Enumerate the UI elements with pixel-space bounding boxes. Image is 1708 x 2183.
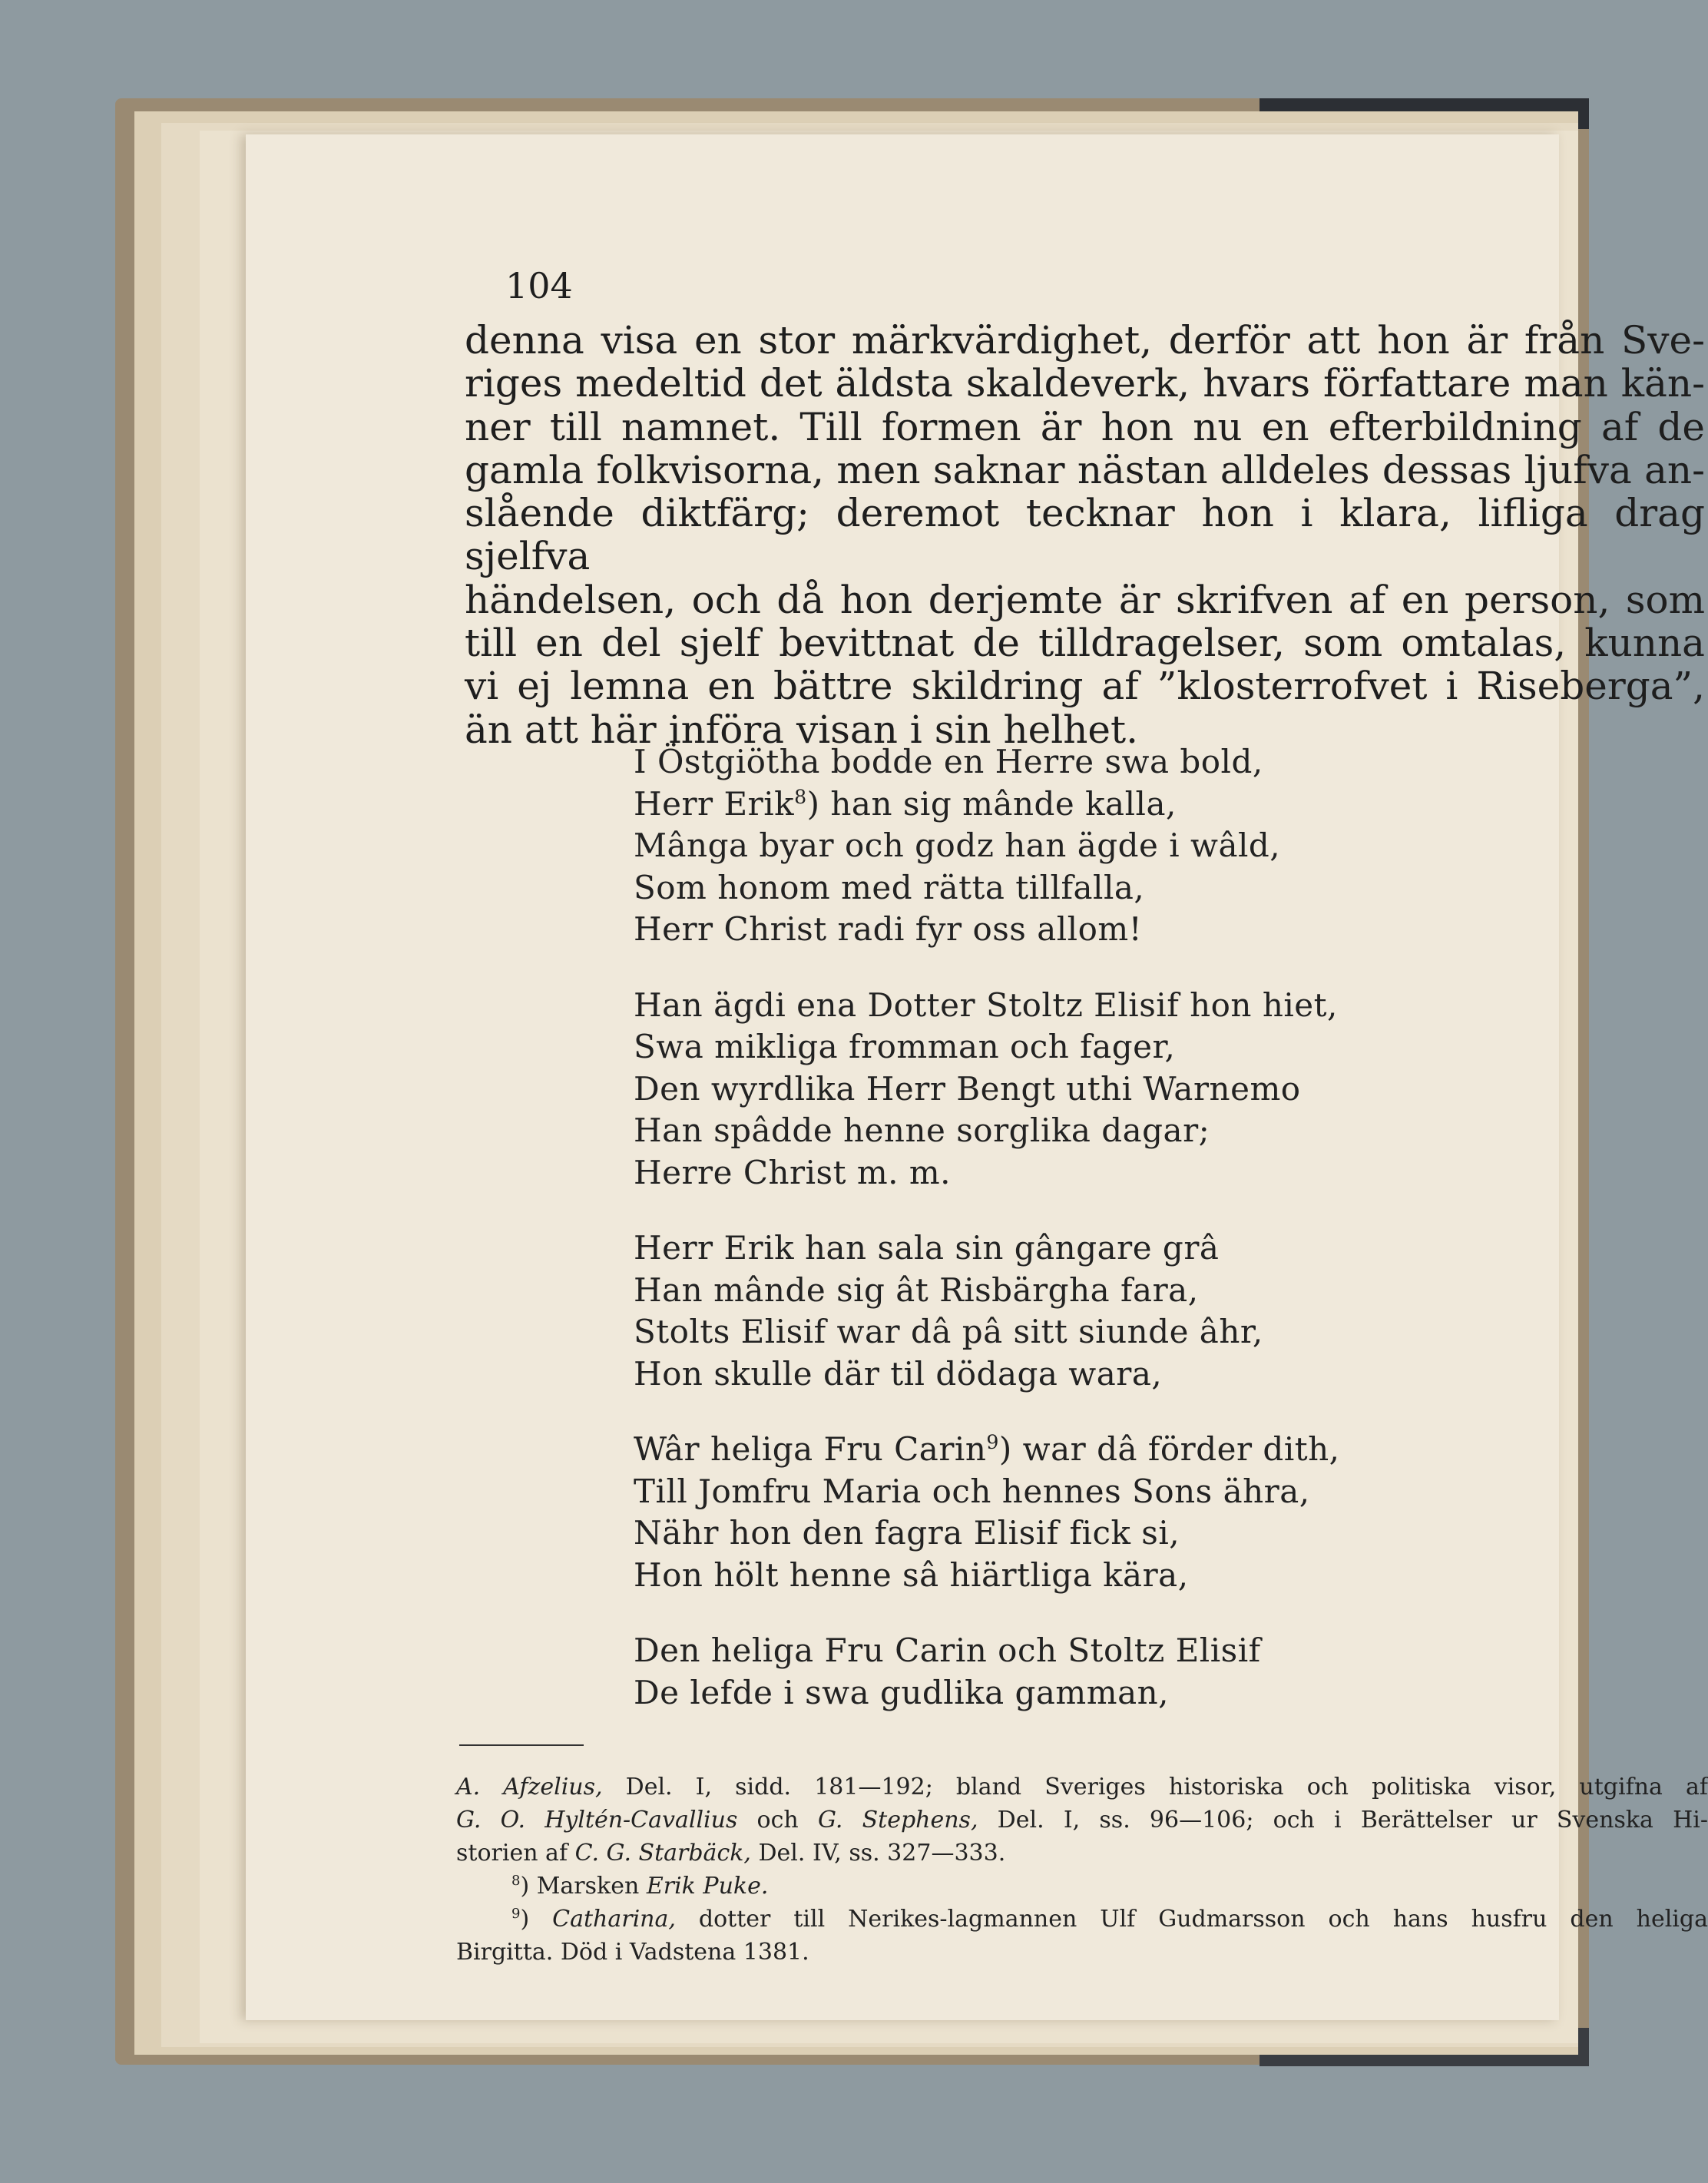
poem-line: Herr Christ radi fyr oss allom! <box>634 910 1143 948</box>
paragraph-line: ner till namnet. Till formen är hon nu en efterbildning af de <box>465 404 1705 449</box>
footnote-text: dotter till Nerikes-lagmannen Ulf Gudmarsson och hans husfru den heliga <box>675 1906 1708 1933</box>
footnote-author: G. Stephens, <box>817 1807 978 1834</box>
footnote-author: G. O. Hyltén-Cavallius <box>456 1807 738 1834</box>
footnote-text: Del. I, ss. 96—106; och i Berättelser ur Svenska Hi- <box>978 1807 1708 1834</box>
poem-line <box>634 783 1478 826</box>
poem-line: Som honom med rätta tillfalla, <box>634 868 1145 906</box>
paragraph-line: riges medeltid det äldsta skaldeverk, hvars författare man kän- <box>465 361 1705 406</box>
paragraph-line: än att här införa visan i sin helhet. <box>465 707 1139 752</box>
poem-line-text: ) han sig mânde kalla, <box>806 784 1177 823</box>
book-page <box>246 134 1708 2020</box>
poem-line: Hon hölt henne sâ hiärtliga kära, <box>634 1555 1189 1594</box>
footnotes <box>456 1771 1708 1969</box>
body-paragraph <box>465 319 1705 751</box>
poem-line <box>634 1429 1478 1471</box>
footnote-text: ) <box>520 1906 553 1933</box>
paragraph-line: till en del sjelf bevittnat de tilldragelser, som omtalas, kunna <box>465 621 1705 666</box>
poem-line: Han spâdde henne sorglika dagar; <box>634 1111 1210 1149</box>
footnote-text: ) Marsken <box>520 1873 647 1900</box>
footnote-ref: 8 <box>794 785 807 808</box>
footnote-text: och <box>737 1807 818 1834</box>
paragraph-line: slående diktfärg; deremot tecknar hon i klara, lifliga drag sjelfva <box>465 491 1705 579</box>
footnote-divider <box>459 1744 584 1746</box>
footnote-name: Catharina, <box>552 1906 676 1933</box>
poem-line: Till Jomfru Maria och hennes Sons ähra, <box>634 1472 1310 1510</box>
paragraph-line: gamla folkvisorna, men saknar nästan alldeles dessas ljufva an- <box>465 447 1705 492</box>
poem <box>634 741 1478 1747</box>
poem-stanza <box>634 985 1478 1194</box>
footnote-line: Birgitta. Död i Vadstena 1381. <box>456 1939 809 1966</box>
paragraph-line: vi ej lemna en bättre skildring af ”klosterrofvet i Riseberga”, <box>465 664 1705 709</box>
footnote-author: C. G. Starbäck, <box>574 1840 751 1867</box>
poem-stanza <box>634 741 1478 951</box>
poem-line: Han mânde sig ât Risbärgha fara, <box>634 1270 1199 1309</box>
poem-stanza <box>634 1630 1478 1714</box>
footnote-number: 8 <box>511 1873 521 1889</box>
poem-line: I Östgiötha bodde en Herre swa bold, <box>634 743 1263 780</box>
poem-line: Den heliga Fru Carin och Stoltz Elisif <box>634 1631 1261 1669</box>
poem-line: Mânga byar och godz han ägde i wâld, <box>634 826 1281 864</box>
poem-line: Han ägdi ena Dotter Stoltz Elisif hon hiet, <box>634 985 1338 1024</box>
poem-line: Swa mikliga fromman och fager, <box>634 1028 1176 1065</box>
footnote-line <box>456 1771 1708 1804</box>
footnote-author: A. Afzelius, <box>456 1774 603 1800</box>
poem-stanza <box>634 1227 1478 1395</box>
footnote-text: Del. IV, ss. 327—333. <box>750 1840 1006 1867</box>
paragraph-line: händelsen, och då hon derjemte är skrifven af en person, som <box>465 577 1705 622</box>
footnote-line <box>456 1903 1708 1936</box>
footnote-number: 9 <box>511 1906 521 1922</box>
footnote-ref: 9 <box>986 1431 999 1453</box>
poem-line: Herre Christ m. m. <box>634 1153 952 1191</box>
poem-line: Nähr hon den fagra Elisif fick si, <box>634 1514 1180 1552</box>
poem-line-text: Wâr heliga Fru Carin <box>634 1430 987 1468</box>
poem-line: Den wyrdlika Herr Bengt uthi Warnemo <box>634 1069 1301 1108</box>
footnote-line <box>456 1870 1708 1903</box>
poem-line-text: ) war dâ förder dith, <box>998 1430 1340 1468</box>
footnote-name: Erik Puke. <box>646 1873 769 1900</box>
poem-line: Stolts Elisif war dâ pâ sitt siunde âhr, <box>634 1313 1263 1350</box>
poem-line: De lefde i swa gudlika gamman, <box>634 1673 1170 1711</box>
paragraph-line: denna visa en stor märkvärdighet, derför att hon är från Sve- <box>465 318 1705 363</box>
footnote-line <box>456 1804 1708 1837</box>
footnote-text: storien af <box>456 1840 575 1867</box>
poem-line: Herr Erik han sala sin gângare grâ <box>634 1229 1220 1267</box>
poem-line: Hon skulle där til dödaga wara, <box>634 1354 1163 1393</box>
footnote-line <box>456 1837 1708 1870</box>
poem-line-text: Herr Erik <box>634 784 795 823</box>
poem-stanza <box>634 1429 1478 1596</box>
page-number: 104 <box>505 265 573 306</box>
footnote-text: Del. I, sidd. 181—192; bland Sveriges historiska och politiska visor, utgifna af <box>602 1774 1708 1800</box>
